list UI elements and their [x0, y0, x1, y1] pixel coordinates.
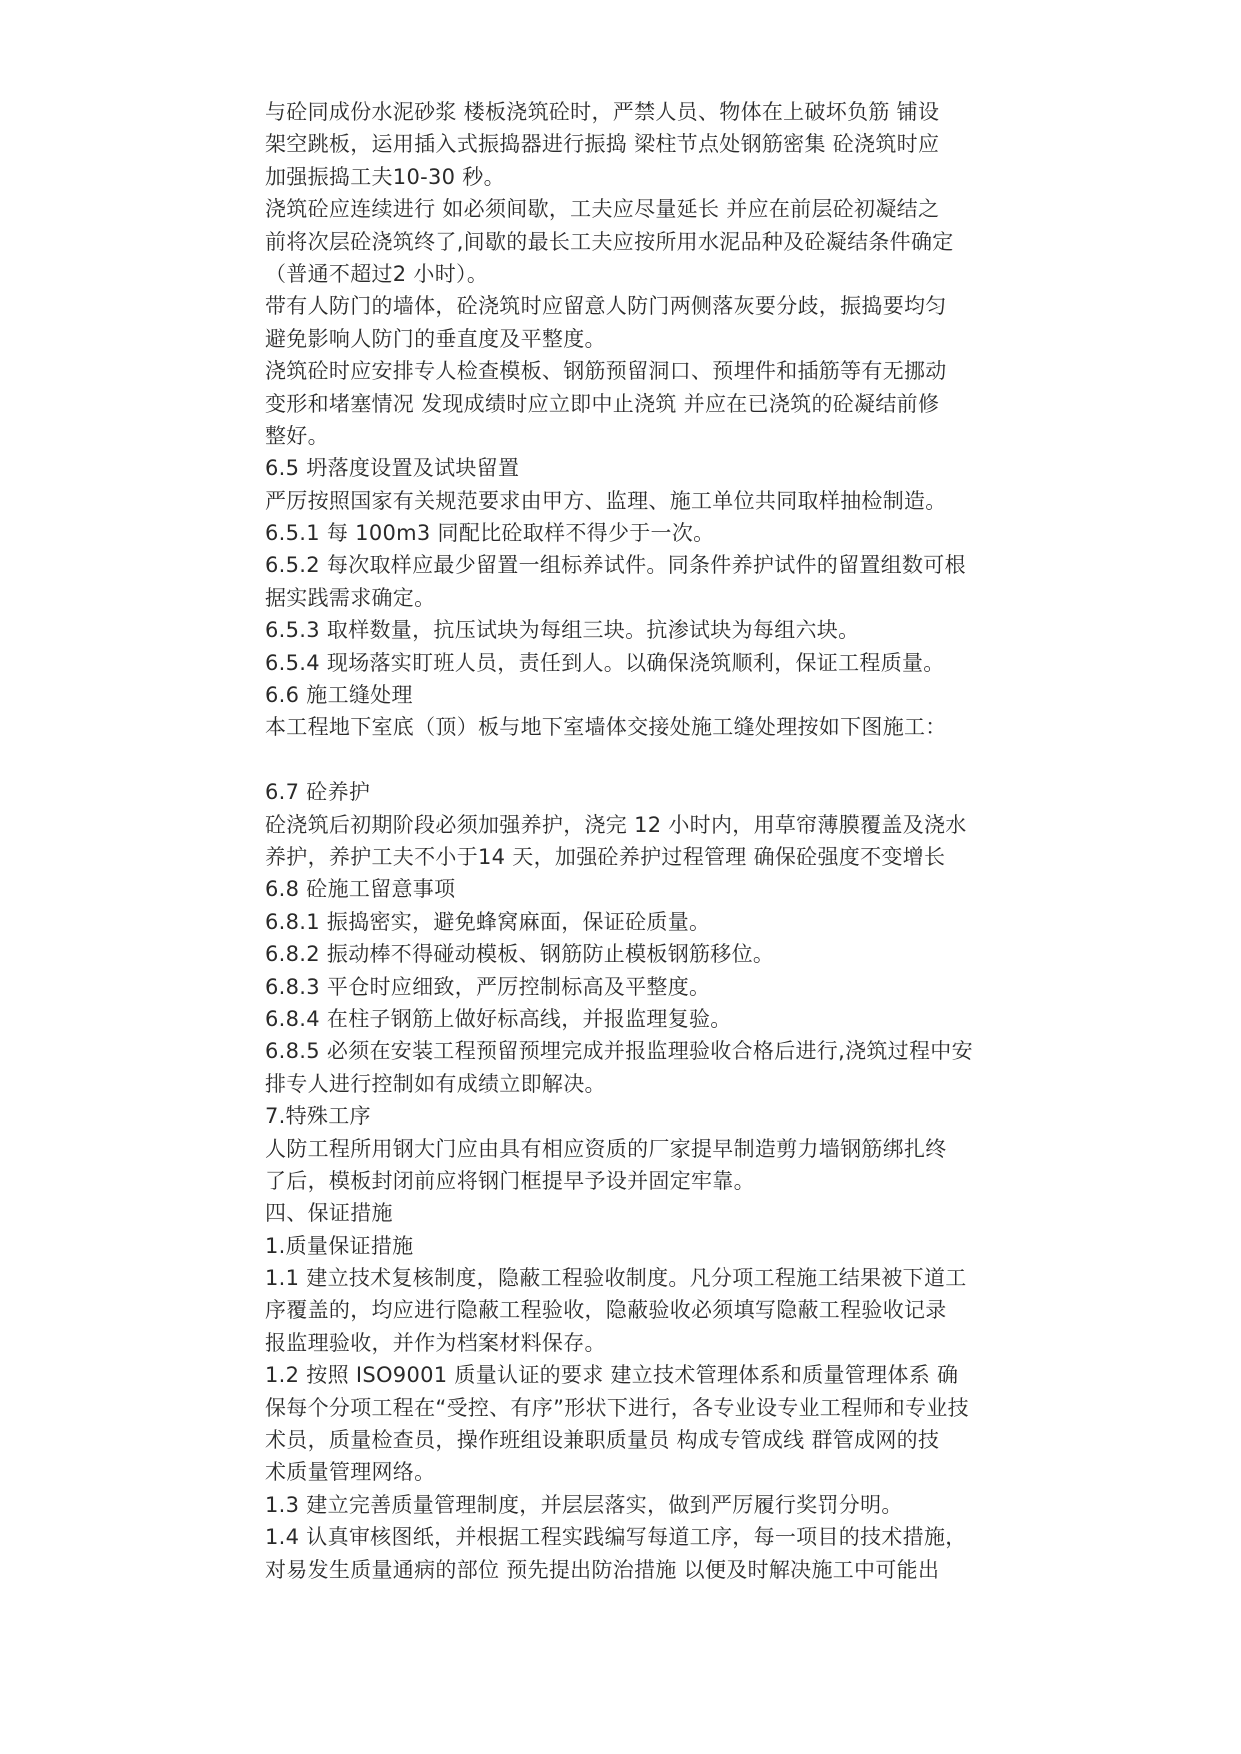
text-line: 带有人防门的墙体，砼浇筑时应留意人防门两侧落灰要分歧，振捣要均匀	[265, 294, 947, 319]
text-line: 6.8.4 在柱子钢筋上做好标高线，并报监理复验。	[265, 1006, 732, 1031]
text-line: 1.2 按照 ISO9001 质量认证的要求 建立技术管理体系和质量管理体系 确	[265, 1363, 959, 1388]
text-line: 人防工程所用钢大门应由具有相应资质的厂家提早制造剪力墙钢筋绑扎终	[265, 1136, 947, 1161]
text-line: 报监理验收，并作为档案材料保存。	[265, 1330, 606, 1355]
text-line: 1.4 认真审核图纸，并根据工程实践编写每道工序，每一项目的技术措施，	[265, 1525, 967, 1550]
text-line: 6.5.1 每 100m3 同配比砼取样不得少于一次。	[265, 521, 715, 546]
text-line: 术质量管理网络。	[265, 1460, 436, 1485]
text-line: 本工程地下室底（顶）板与地下室墙体交接处施工缝处理按如下图施工：	[265, 715, 947, 740]
text-line: （普通不超过2 小时）。	[265, 261, 489, 286]
text-line: 6.5.2 每次取样应最少留置一组标养试件。同条件养护试件的留置组数可根	[265, 553, 966, 578]
text-line: 保每个分项工程在“受控、有序”形状下进行，各专业设专业工程师和专业技	[265, 1395, 969, 1420]
text-line: 养护，养护工夫不小于14 天，加强砼养护过程管理 确保砼强度不变增长	[265, 844, 946, 869]
text-line: 术员，质量检查员，操作班组设兼职质量员 构成专管成线 群管成网的技	[265, 1428, 940, 1453]
text-line: 6.5.4 现场落实盯班人员，责任到人。以确保浇筑顺利，保证工程质量。	[265, 650, 945, 675]
text-line: 1.3 建立完善质量管理制度，并层层落实，做到严厉履行奖罚分明。	[265, 1492, 903, 1517]
text-line: 排专人进行控制如有成绩立即解决。	[265, 1071, 606, 1096]
text-line: 6.8.1 振捣密实，避免蜂窝麻面，保证砼质量。	[265, 909, 711, 934]
document-body	[265, 96, 1065, 1586]
text-line: 严厉按照国家有关规范要求由甲方、监理、施工单位共同取样抽检制造。	[265, 488, 947, 513]
text-line: 四、保证措施	[265, 1201, 393, 1226]
text-line: 加强振捣工夫10-30 秒。	[265, 164, 505, 189]
text-line: 架空跳板，运用插入式振捣器进行振捣 梁柱节点处钢筋密集 砼浇筑时应	[265, 132, 940, 157]
text-line: 浇筑砼应连续进行 如必须间歇，工夫应尽量延长 并应在前层砼初凝结之	[265, 197, 940, 222]
text-line: 浇筑砼时应安排专人检查模板、钢筋预留洞口、预埋件和插筋等有无挪动	[265, 359, 947, 384]
text-line: 与砼同成份水泥砂浆 楼板浇筑砼时，严禁人员、物体在上破坏负筋 铺设	[265, 100, 940, 124]
text-line: 6.8.2 振动棒不得碰动模板、钢筋防止模板钢筋移位。	[265, 942, 775, 967]
text-line: 对易发生质量通病的部位 预先提出防治措施 以便及时解决施工中可能出	[265, 1557, 940, 1582]
blank-line	[265, 744, 1065, 776]
text-line: 6.8.5 必须在安装工程预留预埋完成并报监理验收合格后进行,浇筑过程中安	[265, 1039, 973, 1064]
text-line: 6.5.3 取样数量，抗压试块为每组三块。抗渗试块为每组六块。	[265, 618, 860, 643]
text-line: 整好。	[265, 423, 329, 448]
text-line: 6.5 坍落度设置及试块留置	[265, 456, 520, 481]
text-line: 6.8 砼施工留意事项	[265, 877, 456, 902]
text-line: 序覆盖的，均应进行隐蔽工程验收，隐蔽验收必须填写隐蔽工程验收记录	[265, 1298, 947, 1323]
text-line: 1.质量保证措施	[265, 1233, 414, 1258]
text-line: 6.8.3 平仓时应细致，严厉控制标高及平整度。	[265, 974, 711, 999]
text-line: 6.6 施工缝处理	[265, 683, 413, 708]
text-line: 前将次层砼浇筑终了,间歇的最长工夫应按所用水泥品种及砼凝结条件确定	[265, 229, 954, 254]
text-line: 了后，模板封闭前应将钢门框提早予设并固定牢靠。	[265, 1168, 755, 1193]
text-line: 变形和堵塞情况 发现成绩时应立即中止浇筑 并应在已浇筑的砼凝结前修	[265, 391, 940, 416]
text-line: 据实践需求确定。	[265, 585, 436, 610]
text-line: 7.特殊工序	[265, 1104, 371, 1129]
text-line: 6.7 砼养护	[265, 780, 371, 805]
text-line: 1.1 建立技术复核制度，隐蔽工程验收制度。凡分项工程施工结果被下道工	[265, 1266, 967, 1291]
text-line: 避免影响人防门的垂直度及平整度。	[265, 326, 606, 351]
text-line: 砼浇筑后初期阶段必须加强养护，浇完 12 小时内，用草帘薄膜覆盖及浇水	[265, 812, 967, 837]
